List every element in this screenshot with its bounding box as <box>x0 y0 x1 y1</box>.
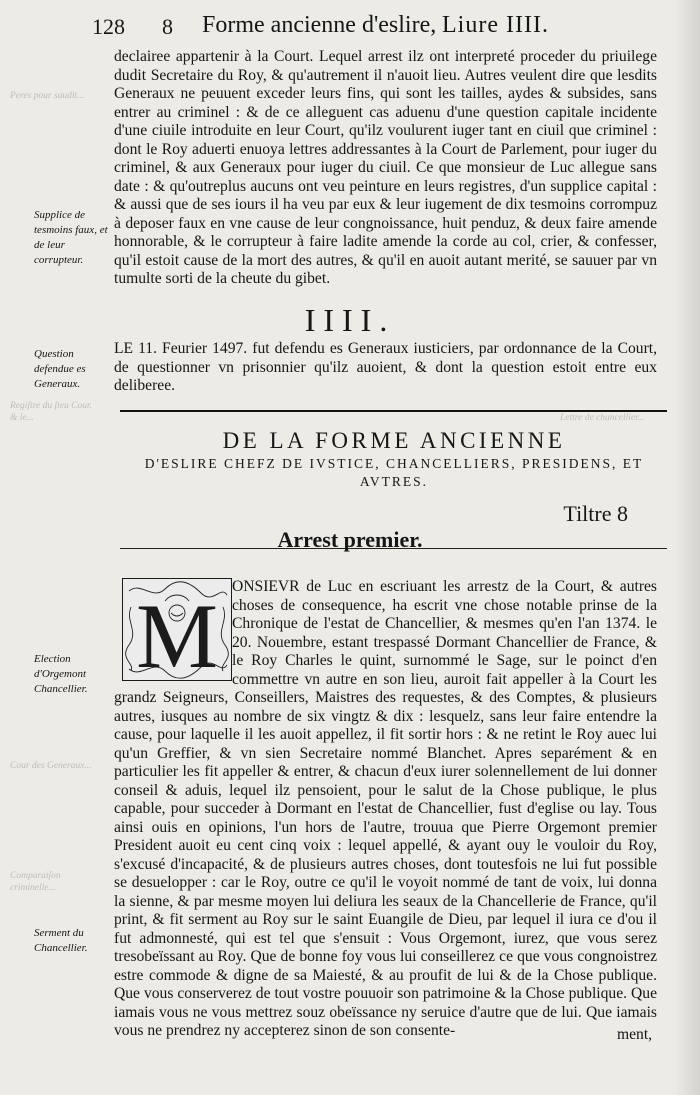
divider-rule <box>120 410 667 412</box>
section-number: IIII. <box>304 302 396 338</box>
show-through-text: Cour des Generaux... <box>10 761 92 771</box>
chapter-heading: DE LA FORME ANCIENNE <box>222 428 566 453</box>
running-title: Forme ancienne d'eslire, <box>202 12 437 38</box>
page-number: 128 <box>92 14 125 39</box>
show-through-text: Peres pour saudit... <box>10 91 85 101</box>
margin-note: Serment du Chancellier. <box>34 927 88 954</box>
dropcap-letter: M <box>136 585 218 680</box>
running-header <box>92 12 612 42</box>
main-paragraph-text: ONSIEVR de Luc en escriuant les arrestz de la Court, & autres choses de consequence, ha escrit vne chose notable prinse de la Chronique de l'estat de Chancellier, & mesmes qu'en l'an 1374. le 20. Nouembre, estant trespassé Dormant Chancellier de France, & le Roy Charles le quint, surnommé le Sage, sur le poinct d'en commettre vn autre en son lieu, auroit fait appeller à la Court les grandz Seigneurs, Conseillers, Maistres des requestes, & des Comptes, & plusieurs autres, iusques au nombre de six vingtz & dix : lesquelz, sans leur faire entendre la cause, pour laquelle il les auoit appellez, il fit sortir hors : & ne retint le Roy auec lui qu'un Greffier, & vn sien Secretaire nommé Blanchet. Apres separément & en particulier les fit appeller & entrer, & chacun d'eux iurer solennellement de lui donner conseil & aduis, lequel ilz pensoient, pour le salut de la Chose publique, le plus capable, pour succeder à Dormant en l'estat de Chancellier, fust d'eglise ou lay. Tous ainsi ouis en opinions, l'un hors de l'autre, trouua que Pierre Orgemont premier President auoit eu cent cinq voix : lequel appellé, & ayant ouy le vouloir du Roy, s'excusé d'incapacité, & de plusieurs autres choses, dont toutesfois ne lui fut possible se desuelopper : car le Roy, outre ce qu'il le voyoit nommé de tant de voix, lui donna la sienne, & par mesme moyen lui deliura les seaux de la Chancellerie de France, qu'il print, & fit serment au Roy sur le saint Euangile de Dieu, par lequel il iura ce d'ou il fut admonnesté, qui est tel que s'ensuit : Vous Orgemont, iurez, que vous serez tresobeïssant au Roy. Que de bonne foy vous lui conseillerez ce que vous congnoistrez estre commode & digne de sa Maiesté, & au proufit de lui & de la Chose publique. Que vous conserverez de tout vostre pouuoir son patrimoine & la Chose publique. Que iamais vous ne vous mettrez souz obeïssance ny seruice d'autre que de lui. Que iamais vous ne prendrez ny accepterez sinon de son consente- <box>114 578 657 1039</box>
show-through-text: Comparaiſon criminelle... <box>10 871 61 893</box>
chapter-subheading: D'ESLIRE CHEFZ DE IVSTICE, CHANCELLIERS, PRESIDENS, ET AVTRES. <box>144 456 644 489</box>
arrest-heading: Arrest premier. <box>277 527 423 552</box>
catchword: ment, <box>617 1026 653 1043</box>
book-label: Liure IIII. <box>442 12 549 38</box>
dropcap-space <box>114 578 232 680</box>
margin-note: Question defendue es Generaux. <box>34 348 86 390</box>
margin-note: Supplice de tesmoins faux, et de leur corrupteur. <box>34 209 108 266</box>
margin-note: Election d'Orgemont Chancellier. <box>34 653 88 695</box>
section-paragraph: LE 11. Feurier 1497. fut defendu es Generaux iusticiers, par ordonnance de la Court, de questionner vn prisonnier qu'ilz auoient, & dont la question estoit entre eux deliberee. <box>114 340 657 394</box>
top-paragraph: declairee appartenir à la Court. Lequel arrest ilz ont interpreté proceder du priuilege dudit Secretaire du Roy, & qu'autrement il n'auoit lieu. Autres veulent dire que lesdits Generaux ne peuuent exceder leurs fins, qui sont les tailles, aydes & subsides, sans entrer au criminel : & de ce alleguent cas aduenu d'une question capitale incidente d'une ciuile introduite en leur Court, qu'ilz voulurent iuger tant en ciuil que criminel : dont le Roy aduerti enuoya lettres addressantes à la Court de Parlement, pour iuger du criminel, & aux Generaux pour iuger du ciuil. Ce que monsieur de Luc allegue sans date : & qu'outreplus aucuns ont veu peinture en leurs registres, d'un supplice capital : & aussi que de ses iours il ha veu par eux & leur iugement de dix tesmoins corrompuz à deposer faux en vne cause de leur congnoissance, huit penduz, & deux faire amende honnorable, & le corrupteur à faire ladite amende la corde au col, crier, & confesser, qu'il estoit cause de la mort des autres, & qu'il en auoit autant merité, se sauuer par vn tumulte sorti de la cheute du gibet. <box>114 48 657 287</box>
show-through-text: Regiſtre du ſteu Cour. & le... <box>10 401 92 423</box>
signature-mark: 8 <box>162 14 173 39</box>
title-label: Tiltre 8 <box>563 501 628 526</box>
main-paragraph <box>114 578 657 1041</box>
show-through-text: Lettre de chancellier... <box>560 413 645 423</box>
